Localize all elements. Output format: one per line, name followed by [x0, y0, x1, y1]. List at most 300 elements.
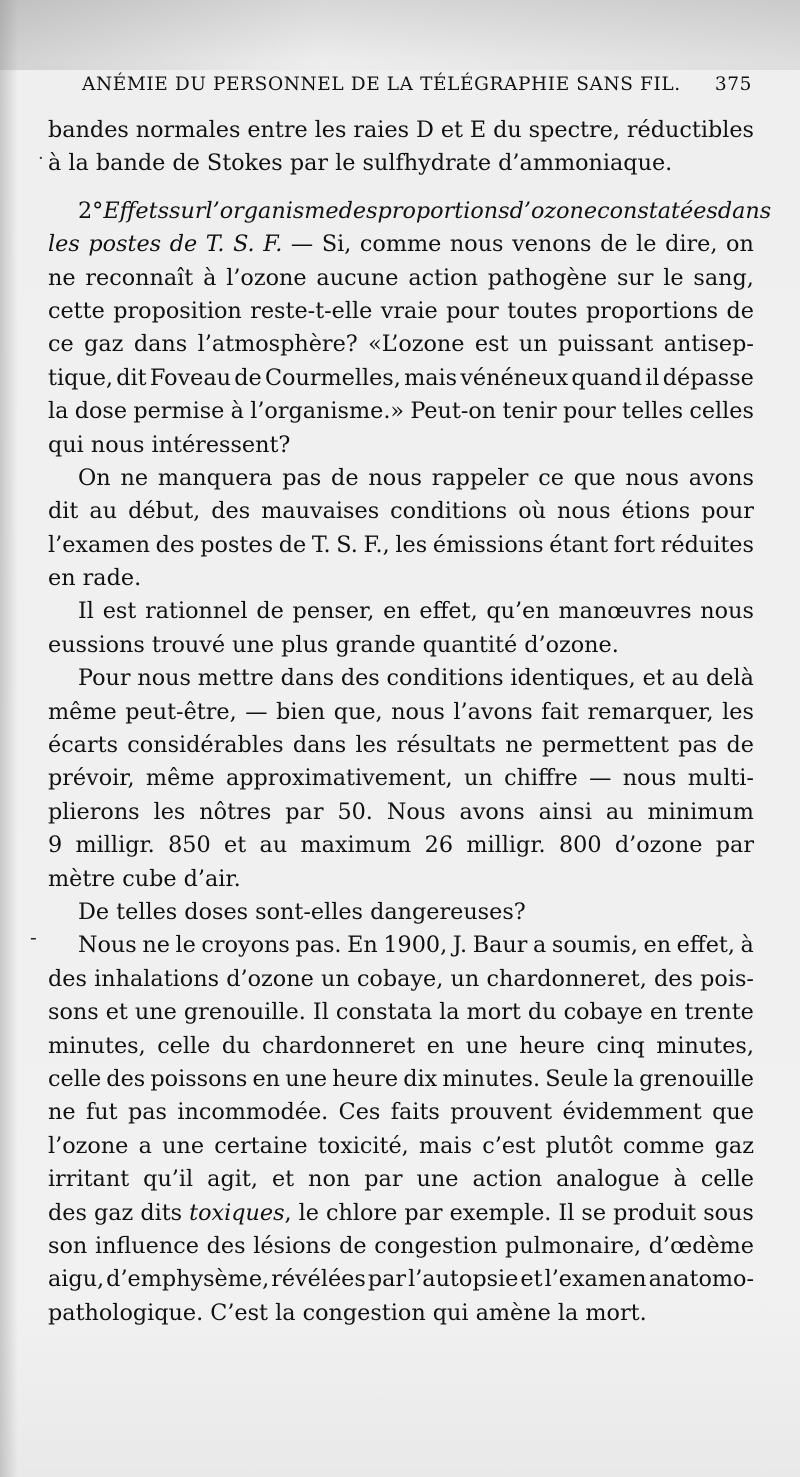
word: chardonneret [261, 1032, 416, 1059]
word: rationnel [145, 598, 248, 625]
text-line [48, 1063, 754, 1096]
word: E [469, 117, 487, 143]
word: postes [88, 231, 162, 258]
word: effet, [676, 932, 735, 959]
word: nous [625, 464, 679, 491]
word: D [416, 117, 434, 143]
word: comme [623, 1132, 705, 1159]
word: l’autopsie [408, 1266, 519, 1293]
word: milligr. [75, 832, 155, 859]
word: incommodée. [177, 1099, 329, 1126]
text-line [48, 1197, 754, 1230]
word: pas [282, 464, 322, 491]
word: — [589, 765, 612, 792]
word: un [518, 331, 548, 358]
word: ne [505, 732, 533, 759]
word: dix [403, 1065, 438, 1092]
text-line [48, 896, 754, 929]
word: pas [127, 1099, 167, 1126]
word: exemple. [449, 1199, 552, 1226]
word: permettent [542, 732, 669, 759]
word: nous [391, 698, 445, 725]
word: au [671, 665, 700, 692]
word: raies [353, 117, 410, 143]
word: «L’ozone [368, 331, 465, 358]
word: grenouille [639, 1065, 754, 1092]
word: étions [621, 498, 691, 525]
word: manquera [157, 464, 273, 491]
word: il [645, 364, 660, 391]
word: toxiques, [189, 1199, 292, 1226]
word: cinq [596, 1032, 645, 1059]
word: 800 [558, 832, 602, 859]
word: une [162, 1132, 205, 1159]
word: soumis, [551, 932, 638, 959]
text-line [48, 262, 754, 295]
text-line [48, 429, 754, 462]
word: Il [78, 598, 94, 625]
text-line [48, 796, 754, 829]
word: sur [616, 264, 654, 291]
word: poissons [150, 1065, 248, 1092]
word: son [48, 1232, 88, 1259]
word: plierons [48, 798, 140, 825]
text-line [48, 963, 754, 996]
word: à [673, 1166, 687, 1193]
word: minimum [647, 798, 754, 825]
word: spectre, [528, 117, 620, 143]
word: cette [48, 297, 105, 324]
word: croyons [201, 932, 290, 959]
word: mort [466, 999, 521, 1026]
word: qu’en [486, 598, 550, 625]
word: bien [276, 698, 326, 725]
word: au [259, 832, 288, 859]
text-line [48, 562, 754, 595]
text-line [48, 395, 754, 428]
word: manœuvres [558, 598, 692, 625]
word: nous [449, 231, 504, 258]
word: nous [557, 498, 611, 525]
word: 9 [48, 832, 63, 859]
word: celle [48, 1065, 102, 1092]
word: J. [452, 932, 468, 959]
word: à [203, 264, 217, 291]
word: action [472, 1166, 543, 1193]
word: a [138, 1132, 152, 1159]
word: ne [48, 1099, 76, 1126]
paragraph-gap [48, 181, 754, 195]
word: celles [689, 398, 754, 425]
word: une [465, 1032, 508, 1059]
text-line [48, 228, 754, 261]
word: dans [280, 665, 335, 692]
word: ne [142, 932, 170, 959]
word: Si, [321, 231, 352, 258]
word: des [48, 965, 87, 992]
word: multi- [687, 765, 754, 792]
word: remarquer, [587, 698, 714, 725]
word: faits [390, 1099, 440, 1126]
word: nous [137, 665, 191, 692]
word: et [271, 1166, 295, 1193]
word: d’œdème [648, 1232, 754, 1259]
word: et [440, 117, 463, 143]
word: Baur [472, 932, 528, 959]
word: minutes, [48, 1032, 146, 1059]
word: irritant [48, 1166, 130, 1193]
word: celle [700, 1166, 754, 1193]
text-line [48, 762, 754, 795]
word: Nous [78, 932, 137, 959]
word: se [581, 1199, 607, 1226]
word: En [347, 932, 378, 959]
text-line [48, 195, 772, 228]
text-segment: en rade. [48, 565, 142, 592]
word: pas. [295, 932, 342, 959]
word: On [78, 464, 111, 491]
word: par [367, 1266, 407, 1293]
word: des [211, 498, 251, 525]
word: émissions [432, 531, 544, 558]
word: produit [613, 1199, 697, 1226]
word: même [145, 765, 215, 792]
word: heure [519, 1032, 585, 1059]
word: où [518, 498, 546, 525]
word: nôtres [199, 798, 272, 825]
word: d’emphysème, [106, 1266, 270, 1293]
word: de [256, 598, 284, 625]
word: dits [140, 1199, 183, 1226]
word: un [464, 765, 493, 792]
word: toutes [507, 297, 578, 324]
word: inhalations [94, 965, 220, 992]
word: par [715, 832, 754, 859]
word: penser, [292, 598, 375, 625]
word: gaz [93, 1199, 134, 1226]
word: mauvaises [261, 498, 380, 525]
word: T. [205, 231, 225, 258]
text-line [48, 996, 754, 1029]
word: fut [85, 1099, 118, 1126]
word: une [285, 1065, 328, 1092]
word: des [48, 1199, 87, 1226]
text-line [48, 328, 754, 361]
word: du [493, 117, 522, 143]
word: ainsi [538, 798, 592, 825]
word: vénéneux [460, 364, 569, 391]
word: entre [247, 117, 308, 143]
word: à [230, 398, 244, 425]
text-line [48, 929, 754, 962]
word: action [408, 264, 478, 291]
word: identiques, [510, 665, 636, 692]
word: comme [359, 231, 442, 258]
word: 50. [337, 798, 373, 825]
word: 26 [424, 832, 454, 859]
text-line [48, 1130, 754, 1163]
word: évidemment [562, 1099, 702, 1126]
word: maximum [300, 832, 412, 859]
word: on [726, 231, 754, 258]
word: — [245, 698, 268, 725]
word: et [105, 999, 128, 1026]
word: aigu, [48, 1266, 105, 1293]
word: en [426, 1032, 455, 1059]
word: l’examen [48, 531, 150, 558]
word: le [298, 1199, 319, 1226]
word: en [252, 1065, 281, 1092]
word: fort [613, 531, 656, 558]
word: en [649, 999, 678, 1026]
word: pour [563, 398, 616, 425]
word: Il [312, 999, 329, 1026]
word: telles [622, 398, 684, 425]
word: aucune [316, 264, 399, 291]
word: dans [292, 732, 347, 759]
body-text [48, 114, 772, 1330]
word: fait [541, 698, 579, 725]
word: d’ozone [226, 965, 314, 992]
word: F., [363, 531, 390, 558]
text-line [48, 1230, 754, 1263]
word: minutes, [656, 1032, 754, 1059]
word: puissant [558, 331, 654, 358]
word: 1900, [383, 932, 448, 959]
word: l’avons [453, 698, 533, 725]
word: milligr. [466, 832, 546, 859]
word: l’organisme [205, 197, 339, 224]
word: des [155, 531, 195, 558]
word: le [175, 932, 196, 959]
word: par [364, 1166, 403, 1193]
text-line [48, 114, 754, 147]
word: même [48, 698, 117, 725]
word: nous [622, 765, 677, 792]
word: avons [459, 798, 525, 825]
word: ne [48, 264, 76, 291]
word: Peut-on [410, 398, 497, 425]
word: le [636, 231, 657, 258]
word: l’ozone [226, 264, 307, 291]
text-line [48, 696, 754, 729]
text-line [48, 1163, 754, 1196]
text-segment: De telles doses sont-elles dangereuses? [78, 898, 526, 925]
word: les [314, 117, 347, 143]
word: qu’il [143, 1166, 194, 1193]
word: ce [538, 464, 564, 491]
word: bandes [48, 117, 129, 143]
word: pour [446, 297, 499, 324]
word: sous [703, 1199, 754, 1226]
word: Foveau [149, 364, 232, 391]
word: pas [678, 732, 718, 759]
word: plutôt [545, 1132, 613, 1159]
word: de [600, 231, 628, 258]
word: toxicité, [317, 1132, 409, 1159]
word: reste-t-elle [250, 297, 373, 324]
word: non [308, 1166, 351, 1193]
word: Effets [103, 197, 170, 224]
word: avons [688, 464, 754, 491]
word: Seule [545, 1065, 609, 1092]
word: de [278, 531, 307, 558]
word: des [106, 1065, 146, 1092]
word: sons [48, 999, 99, 1026]
word: sang, [693, 264, 754, 291]
word: proportions [377, 197, 510, 224]
word: nous [368, 464, 422, 491]
word: l’ozone [48, 1132, 129, 1159]
word: permise [133, 398, 225, 425]
word: nous [700, 598, 754, 625]
word: tenir [502, 398, 557, 425]
word: prouvent [450, 1099, 553, 1126]
running-header [82, 74, 752, 95]
word: S. [336, 531, 358, 558]
word: constata [335, 999, 433, 1026]
word: étant [549, 531, 609, 558]
word: la [613, 1065, 634, 1092]
text-line [48, 295, 754, 328]
word: approximativement, [225, 765, 453, 792]
word: cobaye, [356, 965, 444, 992]
word: de [234, 364, 262, 391]
word: Ces [338, 1099, 381, 1126]
word: antisep- [663, 331, 754, 358]
word: ce [48, 331, 74, 358]
text-line [48, 147, 754, 180]
word: gaz [714, 1132, 754, 1159]
word: du [221, 1032, 251, 1059]
word: du [527, 999, 557, 1026]
text-line [48, 629, 754, 662]
word: que [573, 464, 616, 491]
word: l’atmosphère? [197, 331, 358, 358]
word: un [450, 965, 480, 992]
word: en [383, 598, 411, 625]
word: révélées [271, 1266, 366, 1293]
text-line [48, 462, 754, 495]
top-scan-shadow [0, 0, 800, 70]
word: un [320, 965, 350, 992]
running-title: ANÉMIE DU PERSONNEL DE LA TÉLÉGRAPHIE SANS FIL. [82, 74, 681, 95]
word: celle [157, 1032, 211, 1059]
word: T. [311, 531, 331, 558]
text-line [48, 1096, 754, 1129]
word: mais [404, 364, 458, 391]
word: rappeler [431, 464, 529, 491]
word: gaz [84, 331, 124, 358]
word: venons [512, 231, 592, 258]
word: constatées [597, 197, 718, 224]
word: congestion [374, 1232, 498, 1259]
word: S. [233, 231, 255, 258]
word: est [102, 598, 137, 625]
word: de [331, 464, 359, 491]
word: 850 [168, 832, 211, 859]
text-line [48, 529, 754, 562]
word: est [474, 331, 509, 358]
word: les [48, 231, 80, 258]
word: conditions [386, 665, 504, 692]
word: lésions [253, 1232, 332, 1259]
word: cobaye [563, 999, 643, 1026]
word: reconnaît [85, 264, 194, 291]
text-line [48, 1297, 754, 1330]
text-segment: eussions trouvé une plus grande quantité d’ozone. [48, 631, 619, 658]
word: d’ozone [614, 832, 703, 859]
word: résultats [396, 732, 496, 759]
text-segment: à la bande de Stokes par le sulfhydrate d’ammoniaque. [48, 150, 673, 177]
text-line [48, 863, 754, 896]
word: dit [48, 498, 79, 525]
word: dire, [665, 231, 718, 258]
word: pour [701, 498, 754, 525]
text-segment: pathologique. C’est la congestion qui amène la mort. [48, 1299, 647, 1326]
word: conditions [390, 498, 508, 525]
text-segment: qui nous intéressent? [48, 431, 291, 458]
word: pathogène [487, 264, 608, 291]
word: pulmonaire, [505, 1232, 642, 1259]
word: une [134, 999, 177, 1026]
word: et [520, 1266, 543, 1293]
text-line [48, 829, 754, 862]
word: peut-être, [125, 698, 237, 725]
word: certaine [214, 1132, 308, 1159]
text-line [48, 729, 754, 762]
word: Il [558, 1199, 575, 1226]
word: à [740, 932, 754, 959]
word: de [726, 732, 754, 759]
word: grenouille. [183, 999, 306, 1026]
word: des [338, 197, 378, 224]
word: au [605, 798, 634, 825]
word: normales [135, 117, 241, 143]
word: trente [684, 999, 754, 1026]
word: les [395, 531, 428, 558]
word: des [654, 965, 693, 992]
word: Courmelles, [264, 364, 401, 391]
word: — [290, 231, 314, 258]
word: de [726, 297, 754, 324]
word: par [404, 1199, 443, 1226]
word: la [48, 398, 69, 425]
word: influence [94, 1232, 199, 1259]
word: et [642, 665, 665, 692]
word: heure [332, 1065, 399, 1092]
text-line [48, 662, 754, 695]
word: vraie [380, 297, 438, 324]
word: d’ozone [509, 197, 598, 224]
word: F. [263, 231, 283, 258]
word: et [224, 832, 247, 859]
margin-dot-mark: · [38, 148, 44, 169]
word: anatomo- [648, 1266, 754, 1293]
word: a [532, 932, 547, 959]
text-line [48, 362, 754, 395]
word: tique, [48, 364, 114, 391]
text-segment: mètre cube d’air. [48, 865, 241, 892]
word: des [206, 1232, 246, 1259]
left-scan-edge [0, 0, 18, 1477]
word: c’est [482, 1132, 536, 1159]
text-line [48, 495, 754, 528]
word: proportions [586, 297, 719, 324]
word: réduites [660, 531, 754, 558]
word: écarts [48, 732, 119, 759]
word: par [285, 798, 324, 825]
